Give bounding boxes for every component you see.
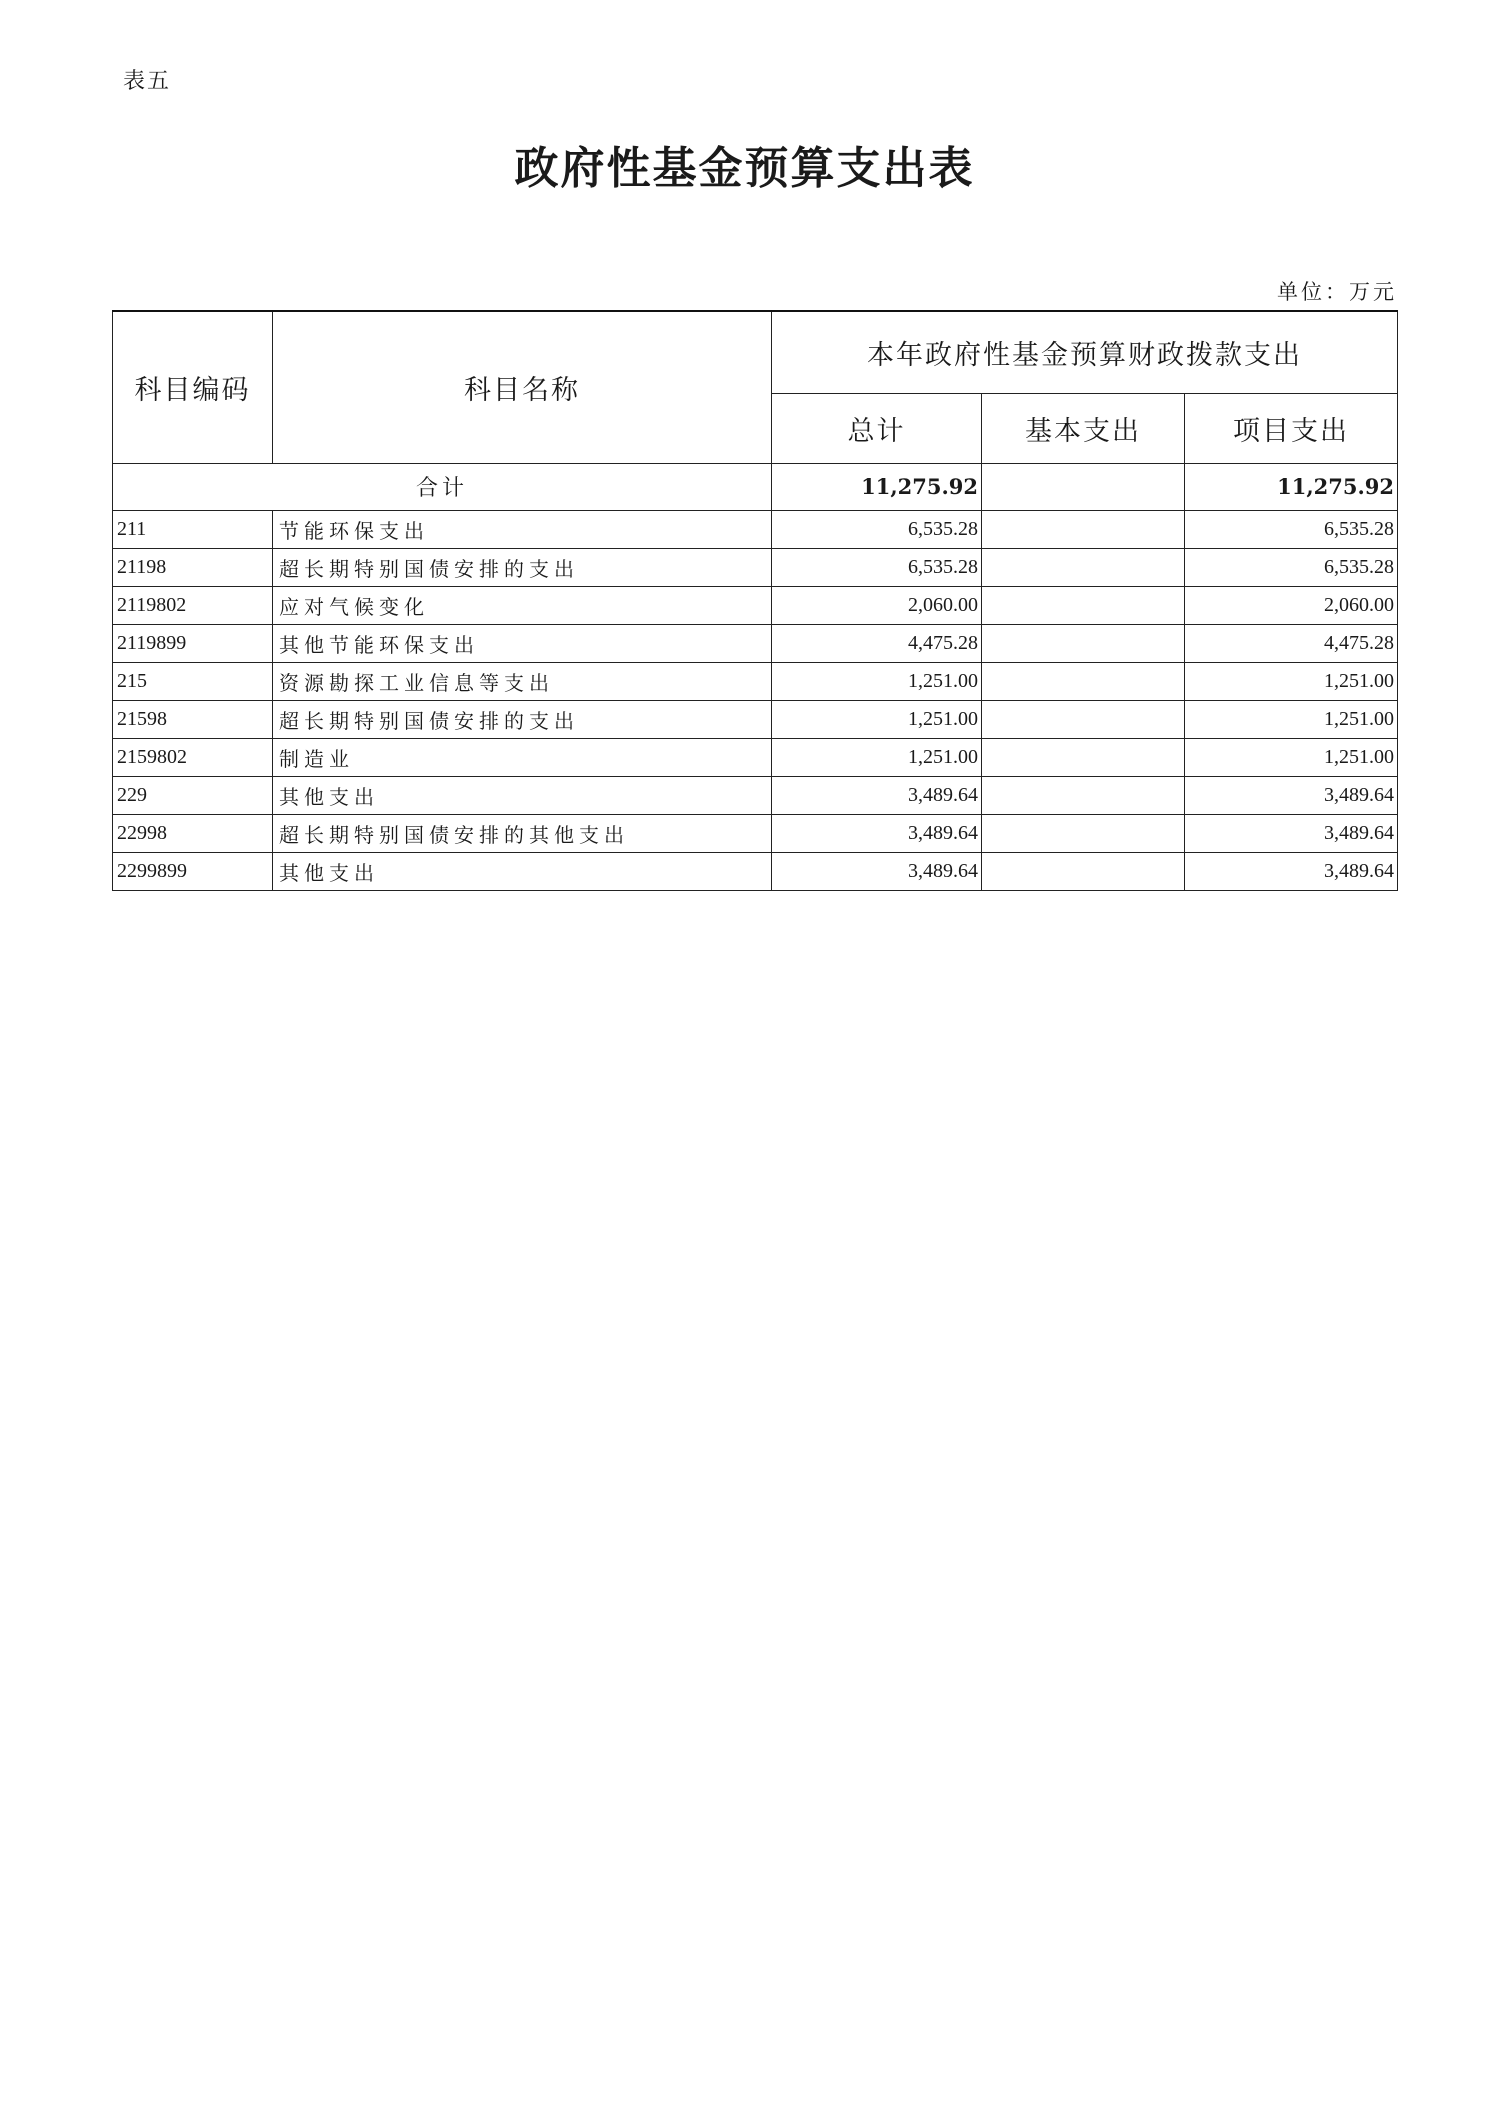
row-code: 21598 [113,700,273,738]
table-row [113,548,1398,586]
row-code: 2119899 [113,624,273,662]
row-name: 节能环保支出 [273,510,772,548]
row-code: 211 [113,510,273,548]
row-basic [982,814,1185,852]
row-code: 22998 [113,814,273,852]
row-name: 其他支出 [273,852,772,890]
table-row [113,586,1398,624]
unit-label: 单位：万元 [1277,280,1397,304]
row-total: 6,535.28 [772,510,982,548]
row-total: 4,475.28 [772,624,982,662]
row-basic [982,700,1185,738]
row-basic [982,852,1185,890]
row-project: 3,489.64 [1185,852,1398,890]
row-project: 1,251.00 [1185,662,1398,700]
row-project: 3,489.64 [1185,776,1398,814]
row-project: 6,535.28 [1185,510,1398,548]
row-project: 6,535.28 [1185,548,1398,586]
total-label: 合计 [113,463,772,510]
row-name: 资源勘探工业信息等支出 [273,662,772,700]
row-name: 其他支出 [273,776,772,814]
table-row [113,852,1398,890]
row-name: 其他节能环保支出 [273,624,772,662]
table-row [113,738,1398,776]
table-row [113,662,1398,700]
row-project: 2,060.00 [1185,586,1398,624]
row-basic [982,510,1185,548]
row-basic [982,738,1185,776]
row-code: 21198 [113,548,273,586]
header-code: 科目编码 [113,311,273,463]
page-title: 政府性基金预算支出表 [514,143,975,194]
total-total: 11,275.92 [772,463,982,510]
row-total: 3,489.64 [772,814,982,852]
row-name: 超长期特别国债安排的支出 [273,700,772,738]
table-row [113,510,1398,548]
total-project: 11,275.92 [1185,463,1398,510]
row-basic [982,624,1185,662]
row-name: 超长期特别国债安排的其他支出 [273,814,772,852]
row-code: 2299899 [113,852,273,890]
row-total: 1,251.00 [772,700,982,738]
row-code: 215 [113,662,273,700]
row-basic [982,548,1185,586]
table-row [113,700,1398,738]
row-total: 6,535.28 [772,548,982,586]
row-total: 3,489.64 [772,852,982,890]
row-project: 1,251.00 [1185,738,1398,776]
row-name: 应对气候变化 [273,586,772,624]
table-row [113,814,1398,852]
header-total: 总计 [772,393,982,463]
row-total: 2,060.00 [772,586,982,624]
header-project: 项目支出 [1185,393,1398,463]
row-basic [982,586,1185,624]
row-basic [982,776,1185,814]
row-project: 1,251.00 [1185,700,1398,738]
table-number-label: 表五 [123,69,172,94]
total-basic [982,463,1185,510]
row-basic [982,662,1185,700]
row-code: 2159802 [113,738,273,776]
row-code: 229 [113,776,273,814]
header-basic: 基本支出 [982,393,1185,463]
header-group: 本年政府性基金预算财政拨款支出 [772,311,1398,393]
header-name: 科目名称 [273,311,772,463]
table-row [113,624,1398,662]
row-name: 超长期特别国债安排的支出 [273,548,772,586]
row-total: 1,251.00 [772,662,982,700]
row-code: 2119802 [113,586,273,624]
total-row [113,463,1398,510]
row-total: 1,251.00 [772,738,982,776]
row-total: 3,489.64 [772,776,982,814]
row-project: 4,475.28 [1185,624,1398,662]
row-project: 3,489.64 [1185,814,1398,852]
table-row [113,776,1398,814]
budget-table [112,310,1398,891]
row-name: 制造业 [273,738,772,776]
